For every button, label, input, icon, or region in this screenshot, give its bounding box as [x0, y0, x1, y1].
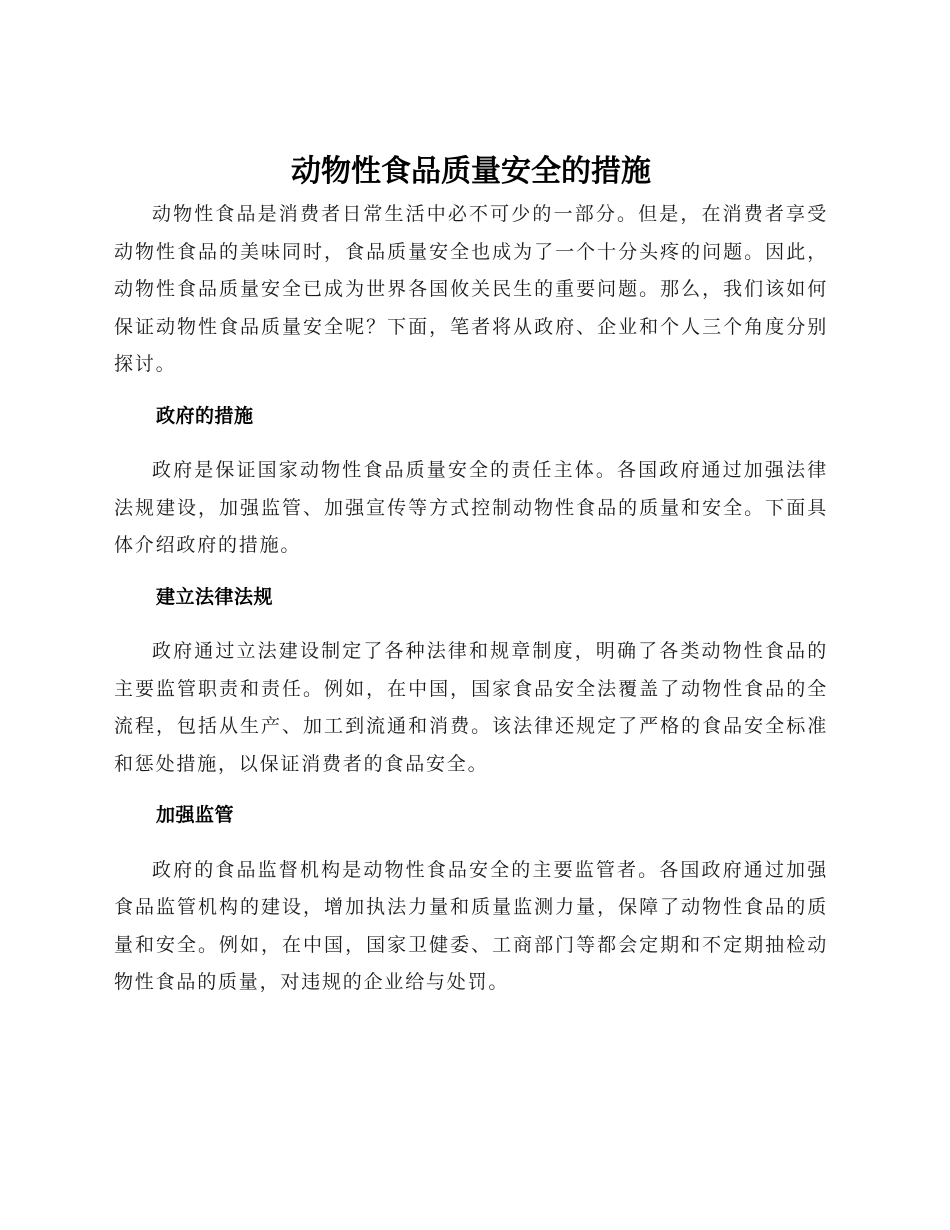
section-body-laws: 政府通过立法建设制定了各种法律和规章制度，明确了各类动物性食品的主要监管职责和责任。例如，在中国，国家食品安全法覆盖了动物性食品的全流程，包括从生产、加工到流通和消费。该法律还规定了严格的食品安全标准和惩处措施，以保证消费者的食品安全。 — [114, 640, 828, 775]
document-title: 动物性食品质量安全的措施 — [291, 154, 651, 189]
section-heading-supervision: 加强监管 — [156, 804, 235, 826]
section-body-supervision: 政府的食品监督机构是动物性食品安全的主要监管者。各国政府通过加强食品监管机构的建设，增加执法力量和质量监测力量，保障了动物性食品的质量和安全。例如，在中国，国家卫健委、工商部门等都会定期和不定期抽检动物性食品的质量，对违规的企业给与处罚。 — [114, 858, 828, 993]
document-page — [114, 148, 828, 1002]
section-heading-laws: 建立法律法规 — [156, 585, 274, 608]
intro-paragraph: 动物性食品是消费者日常生活中必不可少的一部分。但是，在消费者享受动物性食品的美味同时，食品质量安全也成为了一个十分头疼的问题。因此，动物性食品质量安全已成为世界各国攸关民生的重要问题。那么，我们该如何保证动物性食品质量安全呢？下面，笔者将从政府、企业和个人三个角度分别探讨。 — [114, 203, 828, 375]
section-body-government: 政府是保证国家动物性食品质量安全的责任主体。各国政府通过加强法律法规建设，加强监管、加强宣传等方式控制动物性食品的质量和安全。下面具体介绍政府的措施。 — [114, 459, 828, 556]
section-heading-government: 政府的措施 — [156, 404, 254, 427]
